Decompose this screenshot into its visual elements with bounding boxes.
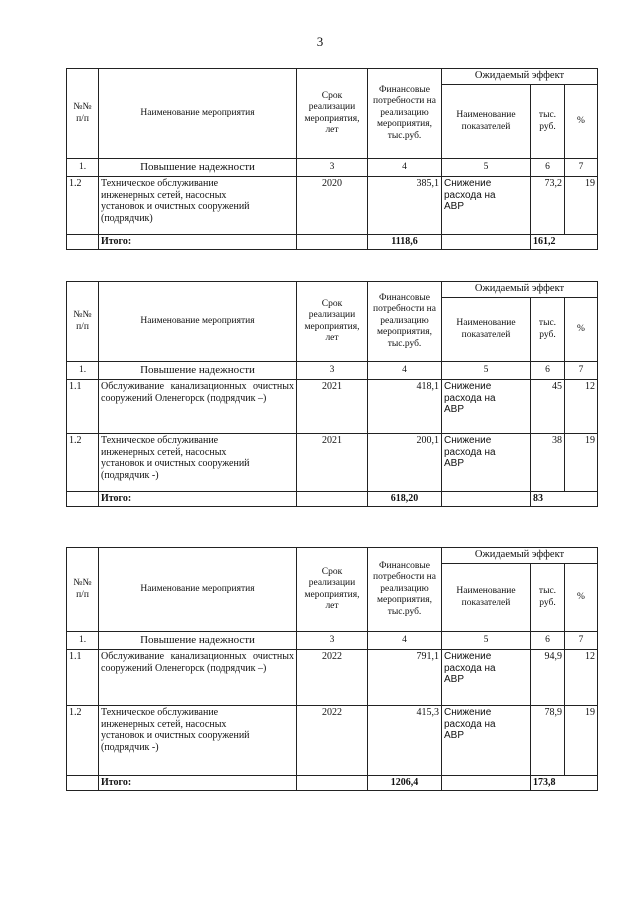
header-name: Наименование мероприятия	[99, 548, 297, 632]
total-rub: 173,8	[531, 776, 598, 791]
header-effect: Ожидаемый эффект	[442, 548, 598, 564]
table-row	[67, 706, 598, 776]
row-rub: 45	[531, 380, 565, 434]
header-num: №№ п/п	[67, 282, 99, 362]
header-indicator: Наименование показателей	[442, 85, 531, 159]
table-row	[67, 380, 598, 434]
section-title: Повышение надежности	[99, 362, 297, 380]
header-indicator: Наименование показателей	[442, 298, 531, 362]
row-indicator: Снижение расхода на АВР	[442, 650, 531, 706]
header-effect: Ожидаемый эффект	[442, 282, 598, 298]
column-number-row: 1. Повышение надежности 3 4 5 6 7	[67, 159, 598, 177]
row-num: 1.2	[67, 177, 99, 235]
total-financing: 618,20	[368, 492, 442, 507]
row-indicator: Снижение расхода на АВР	[442, 434, 531, 492]
row-rub: 94,9	[531, 650, 565, 706]
row-pct: 12	[565, 380, 598, 434]
header-indicator: Наименование показателей	[442, 564, 531, 632]
section-title: Повышение надежности	[99, 632, 297, 650]
row-financing: 415,3	[368, 706, 442, 776]
total-row	[67, 492, 598, 507]
page-number: 3	[316, 34, 324, 49]
row-year: 2021	[297, 380, 368, 434]
header-rub: тыс. руб.	[531, 298, 565, 362]
row-year: 2020	[297, 177, 368, 235]
total-rub: 161,2	[531, 235, 598, 250]
row-year: 2022	[297, 650, 368, 706]
row-name: Техническое обслуживание инженерных сетей, насосных установок и очистных сооружений (подрядчик -)	[99, 706, 297, 776]
measures-table-2020	[66, 68, 598, 250]
row-rub: 38	[531, 434, 565, 492]
row-num: 1.2	[67, 706, 99, 776]
header-term: Срок реализации мероприятия, лет	[297, 69, 368, 159]
header-pct: %	[565, 564, 598, 632]
row-name: Обслуживание канализационных очистных сооружений Оленегорск (подрядчик –)	[99, 380, 297, 434]
total-financing: 1206,4	[368, 776, 442, 791]
measures-table-2021	[66, 281, 598, 507]
header-term: Срок реализации мероприятия, лет	[297, 548, 368, 632]
row-rub: 78,9	[531, 706, 565, 776]
header-name: Наименование мероприятия	[99, 69, 297, 159]
total-label: Итого:	[99, 235, 297, 250]
row-pct: 19	[565, 177, 598, 235]
column-number-row: 1. Повышение надежности 3 4 5 6 7	[67, 632, 598, 650]
measures-table-2022	[66, 547, 598, 791]
table-row	[67, 650, 598, 706]
row-pct: 12	[565, 650, 598, 706]
header-num: №№ п/п	[67, 548, 99, 632]
total-rub: 83	[531, 492, 598, 507]
table-row	[67, 177, 598, 235]
header-financing: Финансовые потребности на реализацию мероприятия, тыс.руб.	[368, 282, 442, 362]
row-financing: 385,1	[368, 177, 442, 235]
row-name: Техническое обслуживание инженерных сетей, насосных установок и очистных сооружений (подрядчик)	[99, 177, 297, 235]
header-financing: Финансовые потребности на реализацию мероприятия, тыс.руб.	[368, 548, 442, 632]
row-name: Обслуживание канализационных очистных сооружений Оленегорск (подрядчик –)	[99, 650, 297, 706]
section-title: Повышение надежности	[99, 159, 297, 177]
header-pct: %	[565, 85, 598, 159]
row-num: 1.1	[67, 650, 99, 706]
header-term: Срок реализации мероприятия, лет	[297, 282, 368, 362]
row-pct: 19	[565, 706, 598, 776]
header-rub: тыс. руб.	[531, 85, 565, 159]
row-pct: 19	[565, 434, 598, 492]
row-num: 1.2	[67, 434, 99, 492]
row-year: 2022	[297, 706, 368, 776]
total-label: Итого:	[99, 776, 297, 791]
row-financing: 200,1	[368, 434, 442, 492]
row-financing: 418,1	[368, 380, 442, 434]
row-indicator: Снижение расхода на АВР	[442, 177, 531, 235]
column-number-row: 1. Повышение надежности 3 4 5 6 7	[67, 362, 598, 380]
row-indicator: Снижение расхода на АВР	[442, 706, 531, 776]
total-row	[67, 776, 598, 791]
row-num: 1.1	[67, 380, 99, 434]
row-year: 2021	[297, 434, 368, 492]
header-financing: Финансовые потребности на реализацию мероприятия, тыс.руб.	[368, 69, 442, 159]
table-row	[67, 434, 598, 492]
row-financing: 791,1	[368, 650, 442, 706]
row-rub: 73,2	[531, 177, 565, 235]
row-indicator: Снижение расхода на АВР	[442, 380, 531, 434]
header-rub: тыс. руб.	[531, 564, 565, 632]
header-effect: Ожидаемый эффект	[442, 69, 598, 85]
total-financing: 1118,6	[368, 235, 442, 250]
header-num: №№ п/п	[67, 69, 99, 159]
total-label: Итого:	[99, 492, 297, 507]
header-pct: %	[565, 298, 598, 362]
row-name: Техническое обслуживание инженерных сетей, насосных установок и очистных сооружений (подрядчик -)	[99, 434, 297, 492]
total-row	[67, 235, 598, 250]
header-name: Наименование мероприятия	[99, 282, 297, 362]
